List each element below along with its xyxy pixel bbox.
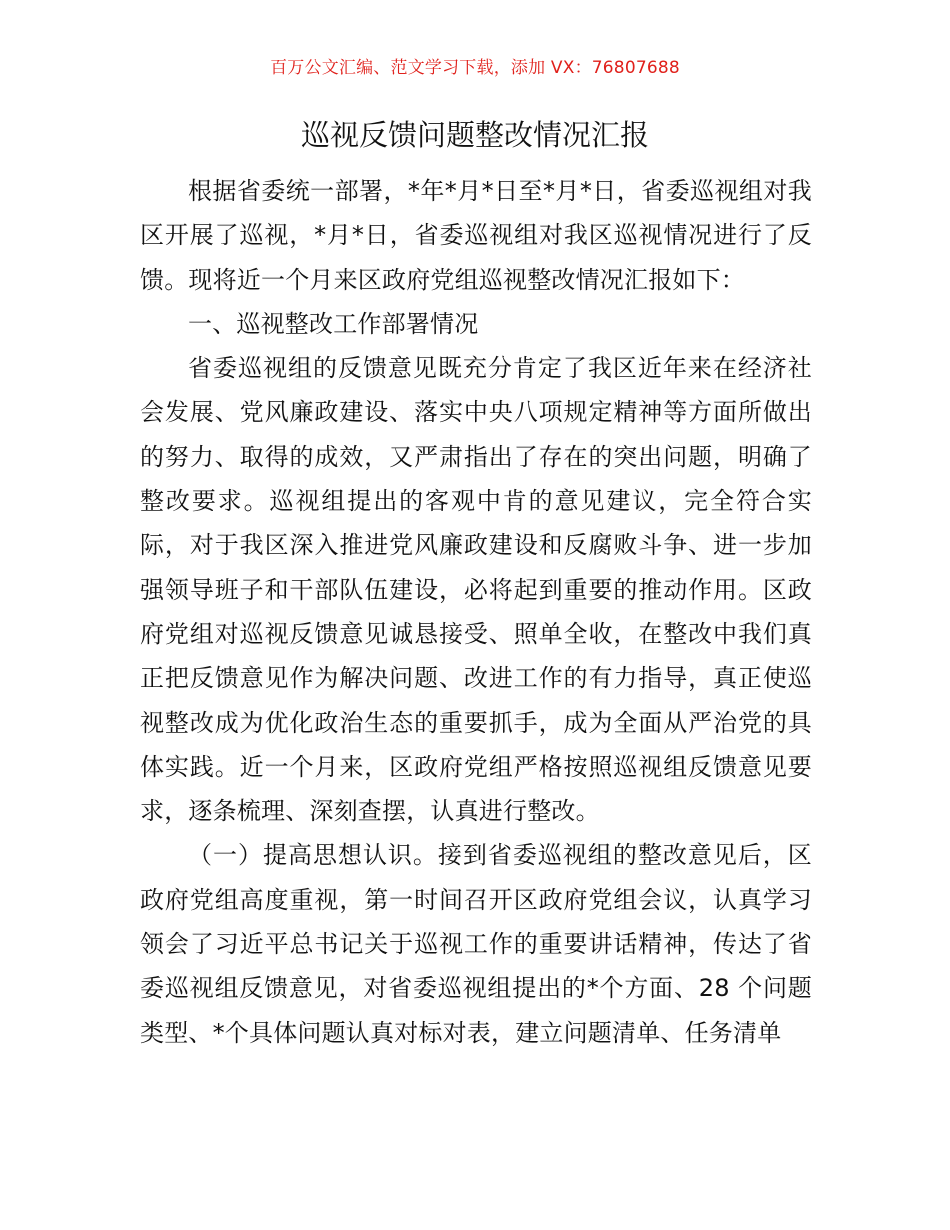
document-body bbox=[140, 169, 812, 1055]
watermark-banner: 百万公文汇编、范文学习下载，添加 VX：76807688 bbox=[270, 58, 680, 78]
section-heading: 一、巡视整改工作部署情况 bbox=[188, 309, 479, 338]
intro-paragraph: 根据省委统一部署，*年*月*日至*月*日，省委巡视组对我区开展了巡视，*月*日，省委巡视组对我区巡视情况进行了反馈。现将近一个月来区政府党组巡视整改情况汇报如下： bbox=[140, 177, 812, 294]
subsection-paragraph: （一）提高思想认识。接到省委巡视组的整改意见后，区政府党组高度重视，第一时间召开区政府党组会议，认真学习领会了习近平总书记关于巡视工作的重要讲话精神，传达了省委巡视组反馈意见，对省委巡视组提出的*个方面、28 个问题类型、*个具体问题认真对标对表，建立问题清单、任务清单 bbox=[140, 841, 812, 1047]
document-title: 巡视反馈问题整改情况汇报 bbox=[300, 118, 649, 152]
body-paragraph: 省委巡视组的反馈意见既充分肯定了我区近年来在经济社会发展、党风廉政建设、落实中央八项规定精神等方面所做出的努力、取得的成效，又严肃指出了存在的突出问题，明确了整改要求。巡视组提出的客观中肯的意见建议，完全符合实际，对于我区深入推进党风廉政建设和反腐败斗争、进一步加强领导班子和干部队伍建设，必将起到重要的推动作用。区政府党组对巡视反馈意见诚恳接受、照单全收，在整改中我们真正把反馈意见作为解决问题、改进工作的有力指导，真正使巡视整改成为优化政治生态的重要抓手，成为全面从严治党的具体实践。近一个月来，区政府党组严格按照巡视组反馈意见要求，逐条梳理、深刻查摆，认真进行整改。 bbox=[140, 354, 812, 826]
